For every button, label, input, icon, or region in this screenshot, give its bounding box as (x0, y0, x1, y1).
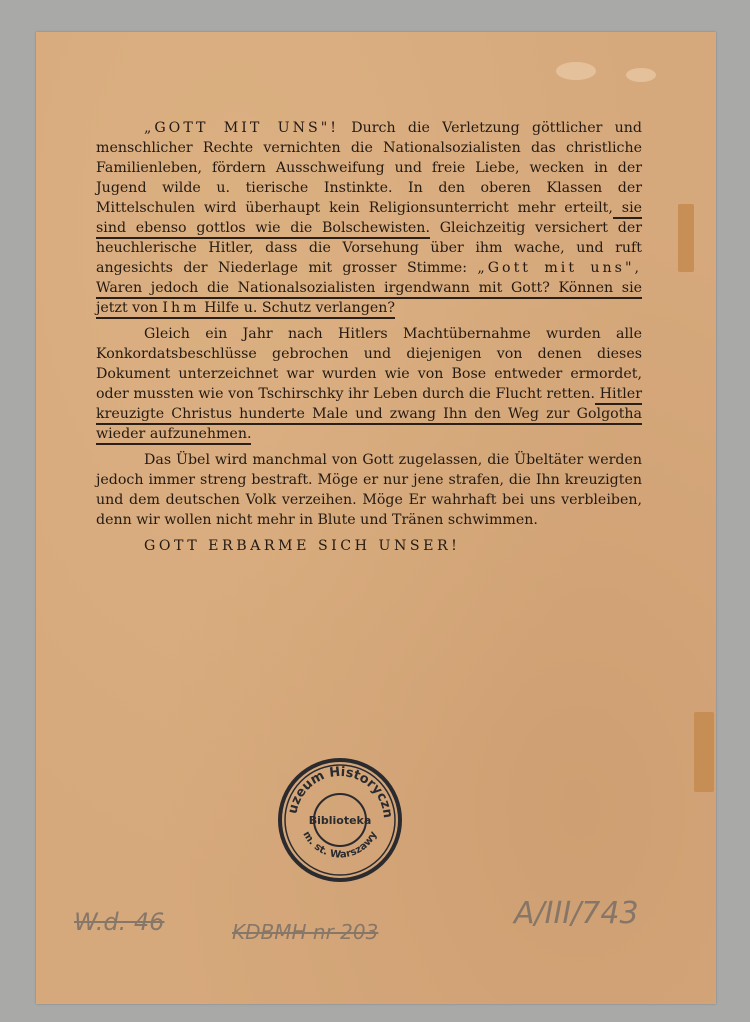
document-sheet (36, 32, 716, 1004)
tape-mark-upper (678, 204, 694, 272)
stamp-bottom-text: m. st. Warszawy (300, 829, 380, 861)
opening-quote: „GOTT MIT UNS"! (144, 120, 339, 136)
paper-stain (626, 68, 656, 82)
paragraph-1-text-2: Gleichzeitig versichert der heuchlerische Hitler, dass die Vorsehung über ihm wache, und ruft angesichts der Niederlage mit grosser Stimme: (96, 220, 642, 276)
paragraph-3: Das Übel wird manchmal von Gott zugelassen, die Übeltäter werden jedoch immer streng bestraft. Möge er nur jene strafen, die Ihn kreuzigten und dem deutschen Volk verzeihen. Möge Er wahrhaft bei uns verbleiben, denn wir wollen nicht mehr in Blute und Tränen schwimmen. (96, 452, 642, 528)
handwritten-annotation-middle: KDBMH nr 203 (232, 920, 379, 944)
underlined-text: Hilfe u. Schutz verlangen? (200, 300, 395, 319)
closing-line: GOTT ERBARME SICH UNSER! (144, 538, 461, 554)
underlined-text: Waren jedoch die Nationalsozialisten irgendwann mit Gott? Können sie jetzt von (96, 280, 642, 319)
paper-stain (556, 62, 596, 80)
tape-mark-lower (694, 712, 714, 792)
stamp-seal-icon (276, 756, 404, 884)
paragraph-1-text: Durch die Verletzung göttlicher und menschlicher Rechte vernichten die Nationalsozialisten das christliche Familienleben, fördern Ausschweifung und freie Liebe, wecken in der Jugend wilde u. tierische Instinkte. In den oberen Klassen der Mittelschulen wird überhaupt kein Religionsunterricht mehr erteilt, (96, 120, 642, 216)
quote-gott-mit-uns: „Gott mit uns", (477, 260, 642, 276)
document-body (96, 118, 642, 562)
paragraph-2 (96, 324, 642, 444)
paragraph-1 (96, 118, 642, 318)
library-stamp (276, 756, 404, 884)
stamp-center-text: Biblioteka (308, 814, 372, 827)
stamp-outer-text: uzeum Historyczn (285, 764, 396, 819)
handwritten-annotation-right: A/III/743 (514, 896, 639, 931)
svg-text:Muzeum Historyczne (276, 756, 395, 819)
paragraph-2-text: Gleich ein Jahr nach Hitlers Machtübernahme wurden alle Konkordatsbeschlüsse gebrochen und diejenigen von denen dieses Dokument unterzeichnet war wurden wie von Bose entweder ermordet, oder mussten wie von Tschirschky ihr Leben durch die Flucht retten. (96, 326, 642, 402)
underlined-text: sie sind ebenso gottlos wie die Bolschewisten. (96, 200, 642, 239)
underlined-text: Hitler kreuzigte Christus hunderte Male und zwang Ihn den Weg zur Golgotha wieder aufzunehmen. (96, 386, 642, 445)
underlined-text: Ihm (162, 300, 199, 319)
handwritten-annotation-left: W.d. 46 (74, 908, 165, 936)
